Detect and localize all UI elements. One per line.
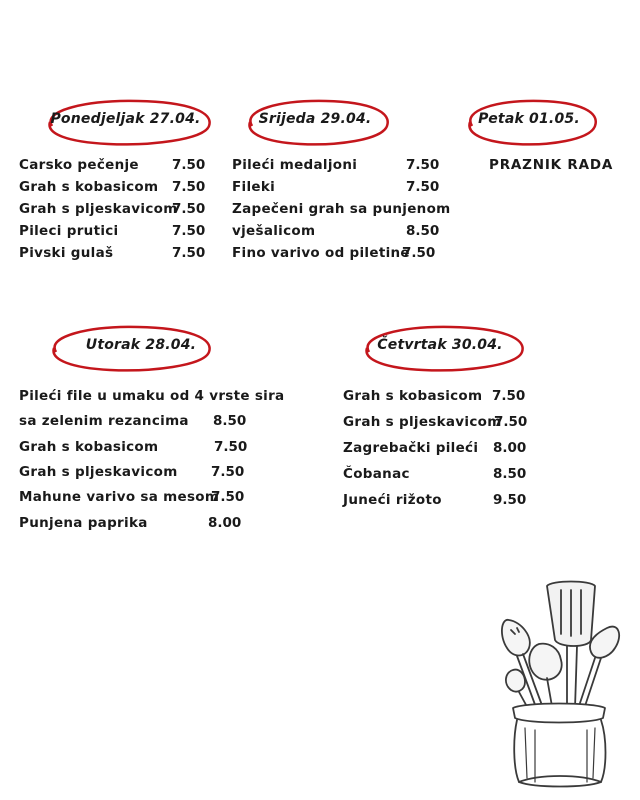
menu-item: Grah s kobasicom: [343, 388, 483, 404]
menu-item: Grah s pljeskavicom: [19, 464, 178, 480]
menu-item: vješalicom: [232, 223, 316, 239]
menu-item: Fino varivo od piletine: [232, 245, 410, 261]
menu-price: 7.50: [211, 464, 245, 480]
menu-item: Grah s pljeskavicom: [343, 414, 502, 430]
menu-price: 8.50: [493, 466, 527, 482]
menu-price: 7.50: [211, 489, 245, 505]
day-title: Četvrtak 30.04.: [377, 337, 503, 353]
day-header: [460, 96, 598, 144]
menu-price: 7.50: [172, 179, 206, 195]
menu-item: Zagrebački pileći: [343, 440, 479, 456]
menu-price: 7.50: [172, 223, 206, 239]
menu-item: Pileći medaljoni: [232, 157, 358, 173]
day-header: [240, 96, 390, 144]
menu-price: 7.50: [172, 157, 206, 173]
day-header: [38, 96, 213, 144]
menu-item: Zapečeni grah sa punjenom: [232, 201, 451, 217]
day-tuesday: [42, 322, 212, 370]
holiday-note: PRAZNIK RADA: [489, 157, 614, 173]
menu-price: 8.50: [213, 413, 247, 429]
menu-price: 7.50: [402, 245, 436, 261]
menu-price: 9.50: [493, 492, 527, 508]
day-header: [42, 322, 212, 370]
menu-price: 8.50: [406, 223, 440, 239]
menu-price: 7.50: [406, 179, 440, 195]
menu-item: Grah s pljeskavicom: [19, 201, 178, 217]
menu-price: 7.50: [172, 201, 206, 217]
day-title: Utorak 28.04.: [85, 337, 197, 353]
menu-price: 7.50: [172, 245, 206, 261]
day-friday: [460, 96, 598, 144]
menu-item: Mahune varivo sa mesom: [19, 489, 220, 505]
menu-price: 7.50: [494, 414, 528, 430]
day-header: [355, 322, 525, 370]
menu-item: Pileći file u umaku od 4 vrste sira: [19, 388, 285, 404]
day-thursday: [355, 322, 525, 370]
menu-item: Carsko pečenje: [19, 157, 139, 173]
day-title: Ponedjeljak 27.04.: [50, 111, 201, 127]
menu-item: Čobanac: [343, 466, 410, 482]
menu-item: Juneći rižoto: [343, 492, 442, 508]
day-monday: [38, 96, 213, 144]
menu-price: 8.00: [493, 440, 527, 456]
menu-price: 7.50: [492, 388, 526, 404]
menu-item: Punjena paprika: [19, 515, 148, 531]
day-title: Petak 01.05.: [478, 111, 580, 127]
menu-item: Grah s kobasicom: [19, 439, 159, 455]
menu-item: Pileci prutici: [19, 223, 119, 239]
menu-price: 7.50: [214, 439, 248, 455]
kitchen-utensils-jar-icon: [495, 578, 623, 788]
day-title: Srijeda 29.04.: [258, 111, 372, 127]
day-wednesday: [240, 96, 390, 144]
menu-price: 7.50: [406, 157, 440, 173]
menu-price: 8.00: [208, 515, 242, 531]
menu-item: Pivski gulaš: [19, 245, 114, 261]
menu-item: Grah s kobasicom: [19, 179, 159, 195]
menu-item: sa zelenim rezancima: [19, 413, 189, 429]
menu-item: Fileki: [232, 179, 276, 195]
